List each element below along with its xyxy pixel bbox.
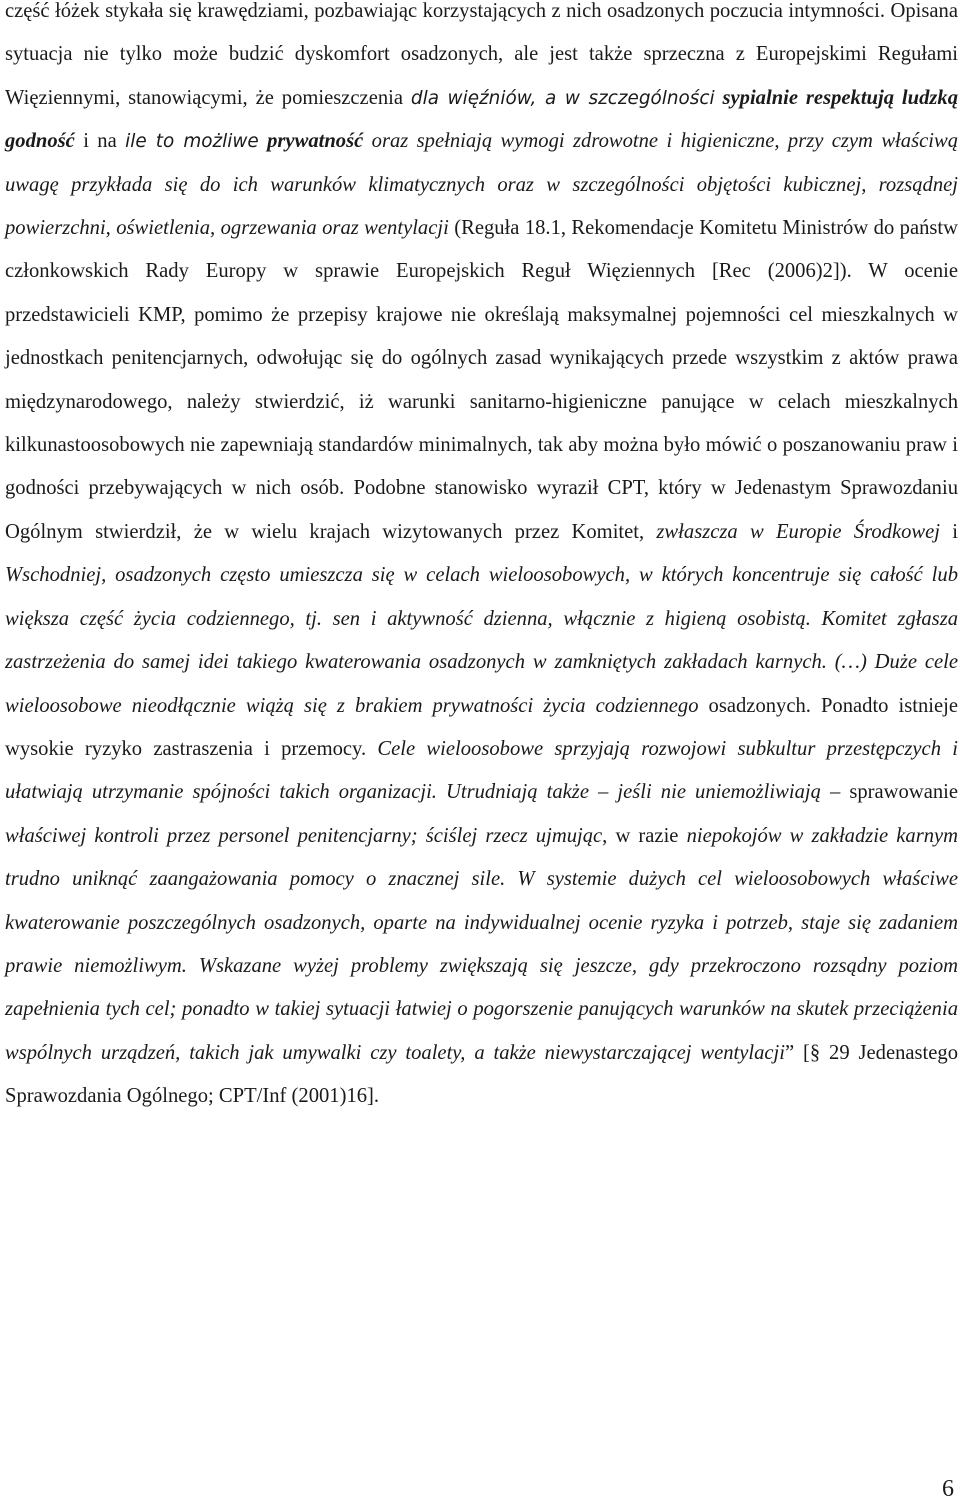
quote-run: Wschodniej, osadzonych często umieszcza się w celach wieloosobowych, w których koncentruje się całość lub większa część życia codziennego, tj. sen i aktywność dzienna, włącznie z higieną osobistą. Komitet zgłasza zastrzeżenia do samej idei takiego kwaterowania osadzonych w zamkniętych zakładach karnych. (…) Duże cele wieloosobowe nieodłącznie wiążą się z brakiem prywatności życia codziennego (5, 564, 958, 717)
body-paragraph (5, 0, 958, 1119)
quote-run: dla więźniów, a w szczególności (410, 87, 715, 109)
quote-run: ile to możliwe (125, 131, 259, 153)
text-run: ” [§ 29 Jedenastego Sprawozdania Ogólnego; CPT/Inf (2001)16]. (5, 1041, 958, 1108)
quote-run (267, 130, 363, 152)
text-run: część łóżek stykała się krawędziami, pozbawiając korzystających z nich osadzonych poczucia intymności. Opisana sytuacja nie tylko może budzić dyskomfort osadzonych, ale jest także sprzeczna z Europejskimi Regułami Więziennymi, stanowiącymi, że pomieszczenia (5, 0, 958, 109)
quote-run: Cele wieloosobowe sprzyjają rozwojowi subkultur przestępczych i ułatwiają utrzymanie spójności takich organizacji. Utrudniają także – jeśli nie uniemożliwiają – (5, 737, 958, 804)
emphasis-run: sypialnie respektują ludzką godność (5, 86, 958, 153)
text-run: i (939, 520, 958, 543)
text-run: osadzonych. Ponadto istnieje wysokie ryzyko zastraszenia i przemocy. (5, 694, 958, 760)
quote-run: niepokojów w zakładzie karnym trudno uniknąć zaangażowania pomocy o znacznej sile. W systemie dużych cel wieloosobowych właściwe kwaterowanie poszczególnych osadzonych, oparte na indywidualnej ocenie ryzyka i potrzeb, staje się zadaniem prawie niemożliwym. Wskazane wyżej problemy zwiększają się jeszcze, gdy przekroczono rozsądny poziom zapełnienia tych cel; ponadto w takiej sytuacji łatwiej o pogorszenie panujących warunków na skutek przeciążenia wspólnych urządzeń, takich jak umywalki czy toalety, a także niewystarczającej wentylacji (5, 824, 959, 1064)
quote-run: właściwej kontroli przez personel penitencjarny; ściślej rzecz ujmując (5, 824, 603, 847)
text-run: (Reguła 18.1, Rekomendacje Komitetu Ministrów do państw członkowskich Rady Europy w sprawie Europejskich Reguł Więziennych [Rec (2006)2]). W ocenie przedstawicieli KMP, pomimo że przepisy krajowe nie określają maksymalnej pojemności cel mieszkalnych w jednostkach penitencjarnych, odwołując się do ogólnych zasad wynikających przede wszystkim z aktów prawa międzynarodowego, należy stwierdzić, iż warunki sanitarno-higieniczne panujące w celach mieszkalnych kilkunastoosobowych nie zapewniają standardów minimalnych, tak aby można było mówić o poszanowaniu praw i godności przebywających w nich osób. Podobne stanowisko wyraził CPT, który w Jedenastym Sprawozdaniu Ogólnym stwierdził, że w wielu krajach wizytowanych przez Komitet, (5, 217, 958, 543)
quote-run: zwłaszcza w Europie Środkowej (656, 520, 940, 543)
emphasis-run: prywatność (267, 130, 364, 153)
quote-run: oraz spełniają wymogi zdrowotne i higieniczne, przy czym właściwą uwagę przykłada się do ich warunków klimatycznych oraz w szczególności objętości kubicznej, rozsądnej powierzchni, oświetlenia, ogrzewania oraz wentylacji (5, 130, 958, 240)
page-number: 6 (942, 1476, 954, 1502)
text-run: sprawowanie (849, 781, 958, 804)
text-run: i na (74, 130, 126, 153)
text-run: , w razie (602, 824, 687, 847)
